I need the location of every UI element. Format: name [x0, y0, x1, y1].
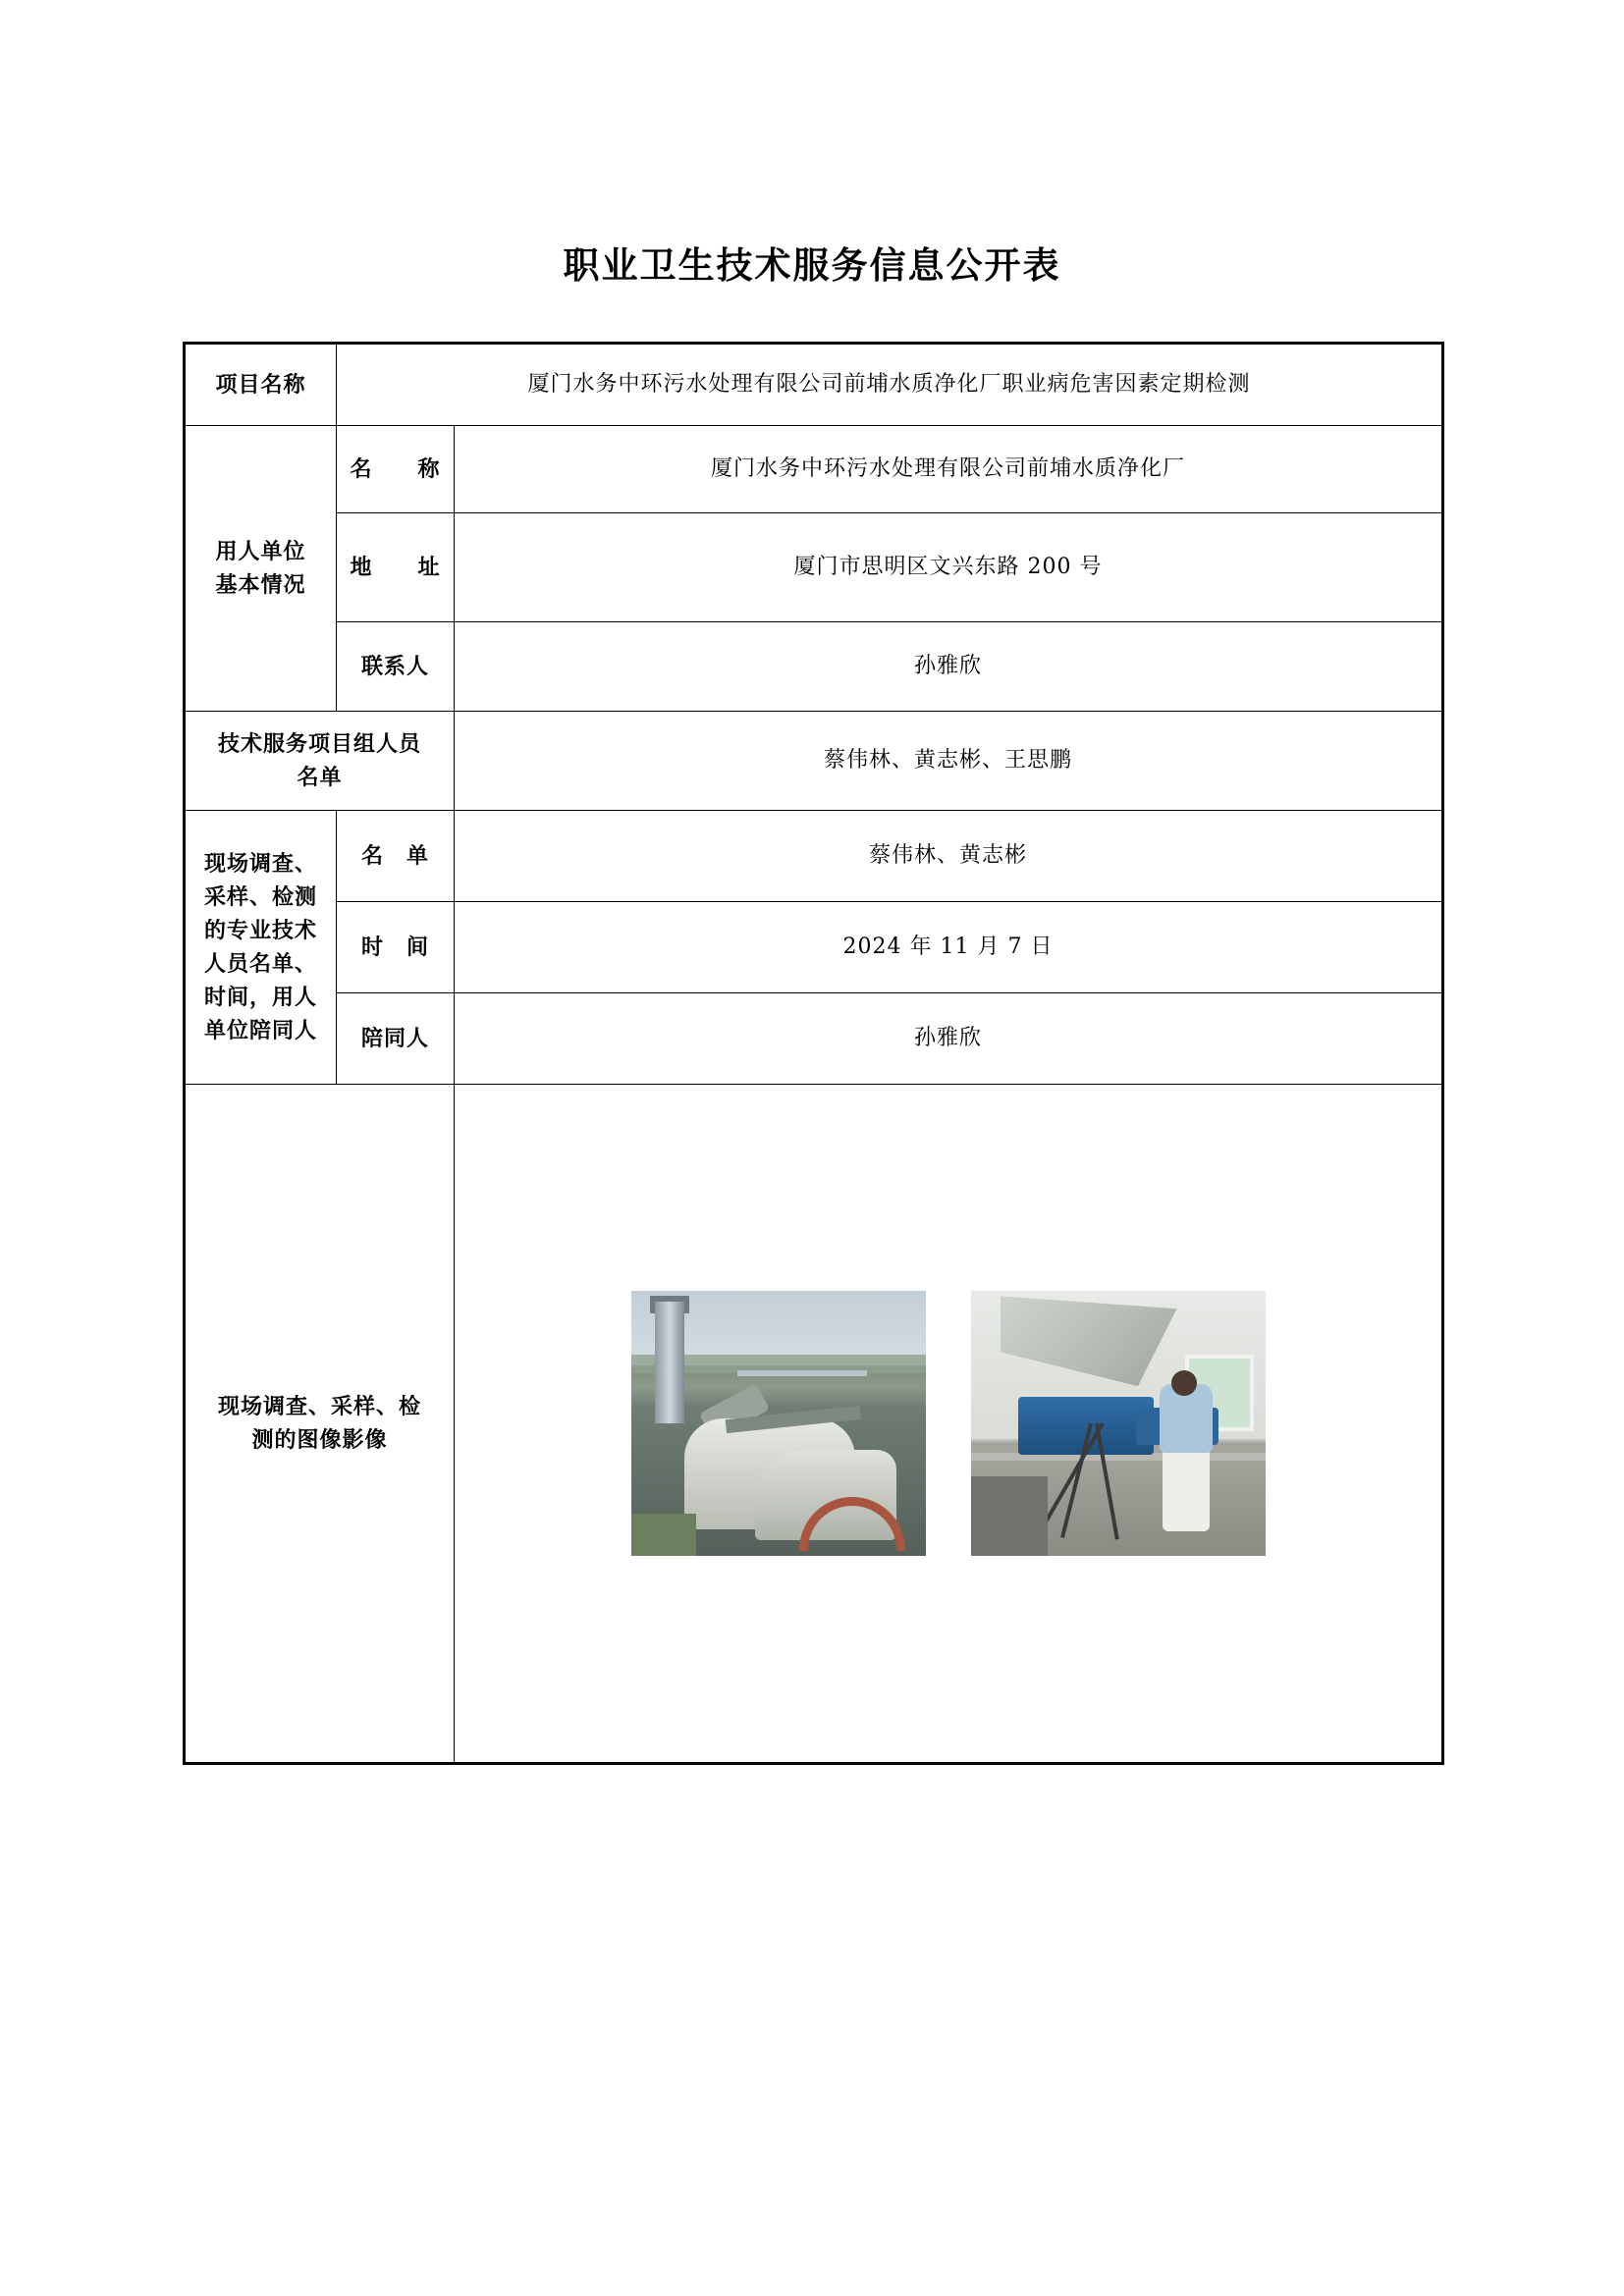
- images-label-line2: 测的图像影像: [251, 1427, 388, 1453]
- team-label-line1: 技术服务项目组人员: [217, 730, 421, 757]
- survey-block-label-line5: 时间，用人: [203, 985, 317, 1011]
- employer-name-value: 厦门水务中环污水处理有限公司前埔水质净化厂: [455, 426, 1443, 513]
- site-photo-outdoor-equipment: [631, 1291, 926, 1556]
- table-row-survey-names: [185, 811, 1443, 902]
- team-label-line2: 名单: [297, 765, 343, 790]
- survey-time-label: 时 间: [337, 902, 455, 993]
- employer-basic-info-label-line2: 基本情况: [215, 572, 306, 598]
- employer-contact-value: 孙雅欣: [455, 622, 1443, 712]
- project-name-label: 项目名称: [185, 344, 337, 426]
- table-row-employer-contact: [185, 622, 1443, 712]
- table-row-images: [185, 1085, 1443, 1764]
- photo2-worker-head: [1171, 1370, 1197, 1396]
- survey-block-label-line2: 采样、检测: [203, 883, 317, 910]
- images-label-line1: 现场调查、采样、检: [217, 1393, 421, 1419]
- survey-block-label-line4: 人员名单、: [203, 951, 317, 977]
- images-container: [455, 1261, 1441, 1585]
- table-row-project-name: [185, 344, 1443, 426]
- table-row-employer-address: [185, 513, 1443, 622]
- survey-escort-label: 陪同人: [337, 993, 455, 1085]
- survey-block-label-line1: 现场调查、: [203, 850, 317, 877]
- table-row-survey-escort: [185, 993, 1443, 1085]
- employer-address-label: 地 址: [337, 513, 455, 622]
- survey-block-label-line3: 的专业技术: [203, 917, 317, 943]
- table-row-employer-name: [185, 426, 1443, 513]
- photo1-vegetation: [631, 1514, 696, 1556]
- survey-block-label: [185, 811, 337, 1085]
- images-label: [185, 1085, 455, 1764]
- employer-basic-info-label-line1: 用人单位: [215, 538, 306, 564]
- employer-contact-label: 联系人: [337, 622, 455, 712]
- table-row-survey-time: [185, 902, 1443, 993]
- site-photo-indoor-sampling: [971, 1291, 1266, 1556]
- photo2-worker-legs: [1163, 1445, 1210, 1531]
- page-title: 职业卫生技术服务信息公开表: [563, 243, 1061, 287]
- photo1-stack: [655, 1302, 684, 1423]
- information-disclosure-table: [183, 342, 1444, 1765]
- employer-name-label: 名 称: [337, 426, 455, 513]
- employer-address-value: 厦门市思明区文兴东路 200 号: [455, 513, 1443, 622]
- project-name-value: 厦门水务中环污水处理有限公司前埔水质净化厂职业病危害因素定期检测: [337, 344, 1443, 426]
- survey-escort-value: 孙雅欣: [455, 993, 1443, 1085]
- survey-block-label-line6: 单位陪同人: [203, 1018, 317, 1044]
- photo2-foreground-shadow: [971, 1476, 1048, 1556]
- survey-time-value: 2024 年 11 月 7 日: [455, 902, 1443, 993]
- photo1-rail: [737, 1370, 867, 1376]
- survey-names-value: 蔡伟林、黄志彬: [455, 811, 1443, 902]
- team-value: 蔡伟林、黄志彬、王思鹏: [455, 712, 1443, 811]
- survey-names-label: 名 单: [337, 811, 455, 902]
- team-label: [185, 712, 455, 811]
- images-cell: [455, 1085, 1443, 1764]
- employer-basic-info-label: [185, 426, 337, 712]
- table-row-team: [185, 712, 1443, 811]
